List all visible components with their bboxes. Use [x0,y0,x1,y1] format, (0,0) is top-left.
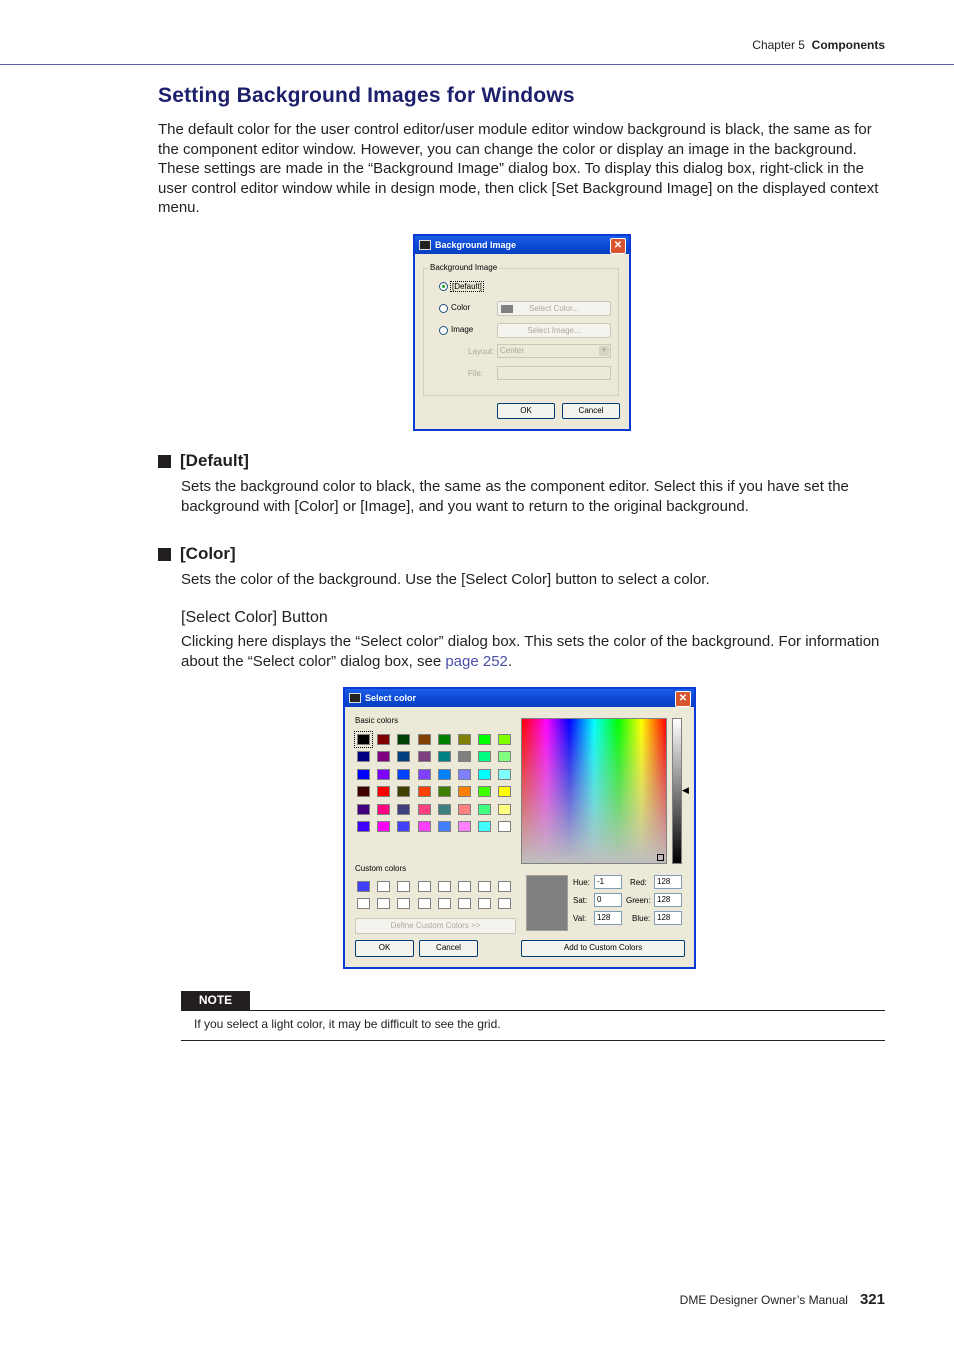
note-badge: NOTE [181,991,250,1010]
close-icon[interactable]: ✕ [675,691,691,707]
basic-colors-label: Basic colors [355,716,399,725]
custom-color-swatch[interactable] [498,898,511,909]
basic-color-swatch[interactable] [478,821,491,832]
running-header [752,38,885,52]
note-rule-bottom [181,1040,885,1041]
default-radio[interactable] [439,282,448,291]
blue-field[interactable]: 128 [654,911,682,925]
basic-color-swatch[interactable] [438,751,451,762]
file-label: File: [468,369,484,378]
custom-colors-label: Custom colors [355,864,407,873]
default-label: [Default] [452,282,482,291]
custom-color-swatch[interactable] [397,881,410,892]
basic-color-swatch[interactable] [458,786,471,797]
custom-color-swatch[interactable] [418,881,431,892]
chapter-title: Components [811,38,885,52]
basic-color-swatch[interactable] [418,786,431,797]
basic-color-swatch[interactable] [357,804,370,815]
custom-color-swatch[interactable] [478,881,491,892]
luminance-arrow-icon[interactable]: ◀ [682,785,689,795]
basic-color-swatch[interactable] [357,786,370,797]
default-heading: [Default] [158,451,249,471]
basic-color-swatch[interactable] [438,769,451,780]
note-text: If you select a light color, it may be difficult to see the grid. [194,1017,501,1031]
select-color-dialog [343,687,696,969]
basic-color-swatch[interactable] [377,769,390,780]
custom-color-swatch[interactable] [458,898,471,909]
basic-color-swatch[interactable] [397,769,410,780]
image-radio[interactable] [439,326,448,335]
ok-button[interactable]: OK [497,403,555,419]
basic-color-swatch[interactable] [478,734,491,745]
app-icon [349,693,361,703]
basic-color-swatch[interactable] [418,804,431,815]
basic-color-swatch[interactable] [418,734,431,745]
basic-color-swatch[interactable] [438,734,451,745]
custom-color-swatch[interactable] [438,881,451,892]
basic-color-swatch[interactable] [397,821,410,832]
basic-color-swatch[interactable] [458,751,471,762]
custom-color-swatch[interactable] [397,898,410,909]
custom-color-swatch[interactable] [418,898,431,909]
basic-color-swatch[interactable] [438,786,451,797]
app-icon [419,240,431,250]
basic-color-swatch[interactable] [458,734,471,745]
basic-color-swatch[interactable] [498,751,511,762]
intro-paragraph: The default color for the user control editor/user module editor window background is black, the same as for the component editor window. However, you can change the color or display an image in the background. These settings are made in the “Background Image” dialog box. To display this dialog box, right-click in the user control editor window while in design mode, then click [Set Background Image] on the displayed context menu. [158,121,879,216]
layout-select[interactable]: Center ▾ [497,344,611,358]
basic-color-swatch[interactable] [458,804,471,815]
sat-field[interactable]: 0 [594,893,622,907]
basic-color-swatch[interactable] [377,751,390,762]
bullet-square-icon [158,455,171,468]
section-title: Setting Background Images for Windows [158,84,575,107]
hue-label: Hue: [573,878,590,887]
chevron-down-icon: ▾ [599,346,609,356]
basic-color-swatch[interactable] [438,804,451,815]
basic-color-swatch[interactable] [498,786,511,797]
bullet-square-icon [158,548,171,561]
default-text: Sets the background color to black, the same as the component editor. Select this if you have set the background with [Color] or [Image], and you want to return to the original background. [181,478,849,515]
color-spectrum[interactable] [521,718,667,864]
define-custom-colors-button[interactable]: Define Custom Colors >> [355,918,516,934]
select-color-button[interactable]: Select Color... [497,301,611,316]
file-field[interactable] [497,366,611,380]
basic-color-swatch[interactable] [357,769,370,780]
select-image-button[interactable]: Select Image... [497,323,611,338]
header-rule [0,64,954,65]
basic-color-swatch[interactable] [418,769,431,780]
color-solid-preview [526,875,568,931]
red-label: Red: [630,878,647,887]
custom-color-swatch[interactable] [498,881,511,892]
val-label: Val: [573,914,587,923]
green-field[interactable]: 128 [654,893,682,907]
custom-color-swatch[interactable] [357,881,370,892]
basic-color-swatch[interactable] [458,769,471,780]
chapter-number: Chapter 5 [752,38,805,52]
layout-label: Layout: [468,347,495,356]
color-heading: [Color] [158,544,236,564]
select-color-subheading: [Select Color] Button [181,609,328,626]
basic-color-swatch[interactable] [478,786,491,797]
basic-color-swatch[interactable] [498,734,511,745]
ok-button[interactable]: OK [355,940,414,957]
dialog-title: Select color [365,693,417,703]
basic-color-swatch[interactable] [377,734,390,745]
color-label: Color [451,303,471,312]
cancel-button[interactable]: Cancel [562,403,620,419]
basic-color-swatch[interactable] [458,821,471,832]
basic-color-swatch[interactable] [498,769,511,780]
close-icon[interactable]: ✕ [610,238,626,254]
custom-color-swatch[interactable] [478,898,491,909]
basic-color-swatch[interactable] [478,769,491,780]
basic-color-swatch[interactable] [397,734,410,745]
custom-color-swatch[interactable] [357,898,370,909]
basic-color-swatch[interactable] [397,804,410,815]
basic-color-swatch[interactable] [438,821,451,832]
dialog-titlebar [345,689,694,707]
custom-color-swatch[interactable] [458,881,471,892]
basic-color-swatch[interactable] [498,821,511,832]
image-label: Image [451,325,474,334]
basic-color-swatch[interactable] [478,751,491,762]
hue-field[interactable]: -1 [594,875,622,889]
custom-color-swatch[interactable] [377,881,390,892]
basic-color-swatch[interactable] [357,734,370,745]
custom-color-swatch[interactable] [438,898,451,909]
note-rule [250,1010,885,1011]
select-color-text: Clicking here displays the “Select color” dialog box. This sets the color of the background. For information about the “Select color” dialog box, see page 252. [181,633,880,670]
red-field[interactable]: 128 [654,875,682,889]
green-label: Green: [626,896,651,905]
custom-color-swatch[interactable] [377,898,390,909]
basic-color-swatch[interactable] [377,821,390,832]
basic-color-swatch[interactable] [377,786,390,797]
basic-color-swatch[interactable] [397,786,410,797]
basic-color-swatch[interactable] [377,804,390,815]
cancel-button[interactable]: Cancel [419,940,478,957]
basic-color-swatch[interactable] [357,821,370,832]
color-radio[interactable] [439,304,448,313]
dialog-title: Background Image [435,240,517,250]
page-link[interactable]: page 252 [445,652,508,670]
background-image-dialog [413,234,631,431]
basic-color-swatch[interactable] [418,821,431,832]
basic-color-swatch[interactable] [418,751,431,762]
crosshair-marker [657,854,664,861]
luminance-bar[interactable] [672,718,682,864]
basic-color-swatch[interactable] [357,751,370,762]
page-number: 321 [859,1291,885,1308]
footer [680,1291,885,1308]
basic-color-swatch[interactable] [397,751,410,762]
basic-color-swatch[interactable] [478,804,491,815]
color-preview-swatch [501,305,513,313]
note-rule [181,1010,250,1011]
basic-color-swatch[interactable] [498,804,511,815]
manual-title: DME Designer Owner’s Manual [679,1293,848,1307]
color-text: Sets the color of the background. Use the [Select Color] button to select a color. [181,571,710,588]
dialog-titlebar [415,236,629,254]
blue-label: Blue: [632,914,651,923]
add-to-custom-colors-button[interactable]: Add to Custom Colors [521,940,685,957]
val-field[interactable]: 128 [594,911,622,925]
group-label: Background Image [430,263,498,272]
sat-label: Sat: [573,896,588,905]
